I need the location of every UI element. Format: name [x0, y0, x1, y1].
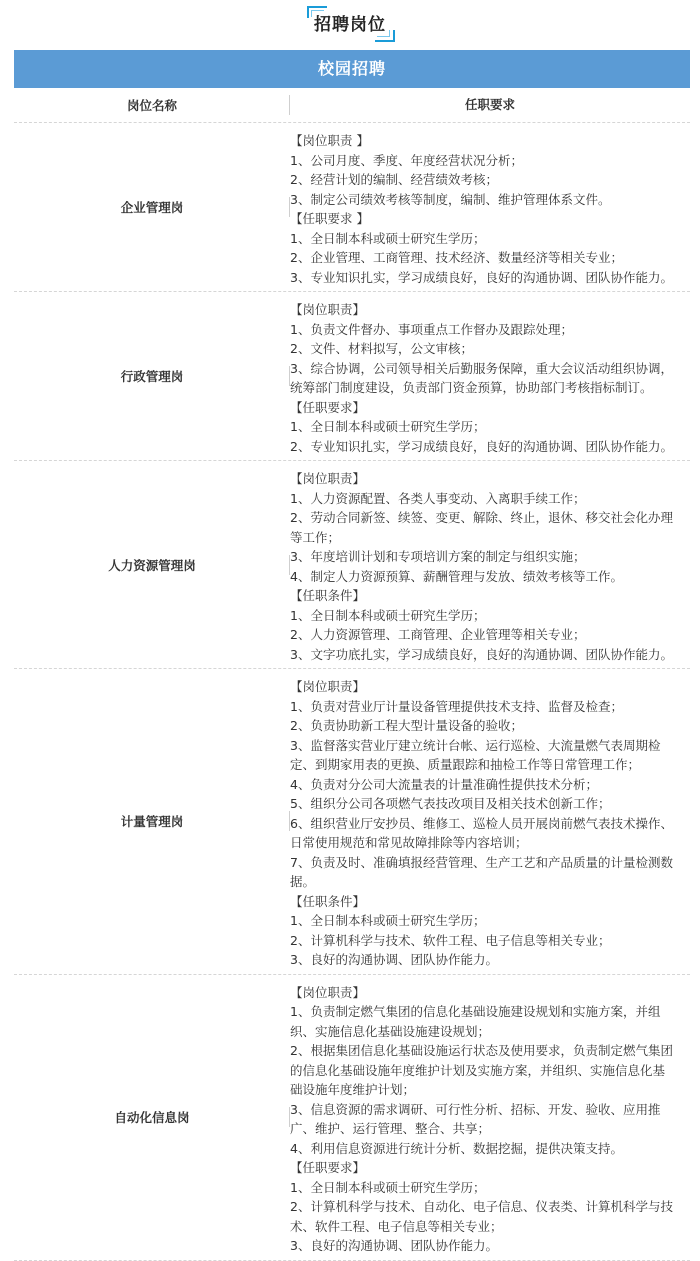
requirement-line: 础设施年度维护计划；	[290, 1082, 416, 1097]
page-title: 招聘岗位	[314, 15, 386, 35]
requirement-line: 3、信息资源的需求调研、可行性分析、招标、开发、验收、应用推	[290, 1101, 661, 1117]
requirement-line: 【岗位职责】	[290, 471, 366, 486]
requirement-line: 【任职要求】	[290, 399, 366, 415]
requirement-line: 1、负责制定燃气集团的信息化基础设施建设规划和实施方案，并组	[290, 1004, 661, 1019]
requirement-line: 3、监督落实营业厅建立统计台帐、运行巡检、大流量燃气表周期检	[290, 737, 661, 753]
requirement-line: 1、负责对营业厅计量设备管理提供技术支持、监督及检查；	[290, 698, 623, 714]
table-row	[14, 975, 690, 1261]
section-banner: 校园招聘	[14, 50, 690, 88]
requirement-line: 2、计算机科学与技术、自动化、电子信息、仪表类、计算机科学与技	[290, 1199, 673, 1214]
requirement-line: 2、企业管理、工商管理、技术经济、数量经济等相关专业；	[290, 250, 623, 265]
position-name-cell	[14, 975, 290, 1260]
column-separator	[289, 95, 290, 115]
corner-bracket-icon	[377, 30, 390, 37]
requirement-line: 定、到期家用表的更换、质量跟踪和抽检工作等日常管理工作；	[290, 757, 641, 772]
requirement-line: 3、专业知识扎实，学习成绩良好，良好的沟通协调、团队协作能力。	[290, 269, 673, 285]
header-position-label: 岗位名称	[126, 98, 177, 113]
requirement-line: 4、制定人力资源预算、薪酬管理与发放、绩效考核等工作。	[290, 568, 623, 584]
requirement-line: 4、负责对分公司大流量表的计量准确性提供技术分析；	[290, 776, 598, 792]
position-name: 计量管理岗	[120, 814, 184, 830]
requirement-line: 2、经营计划的编制、经营绩效考核；	[290, 172, 498, 187]
requirement-line: 2、计算机科学与技术、软件工程、电子信息等相关专业；	[290, 932, 611, 948]
requirement-line: 统筹部门制度建设，负责部门资金预算，协助部门考核指标制订。	[290, 380, 653, 395]
requirement-line: 术、软件工程、电子信息等相关专业；	[290, 1218, 503, 1234]
requirement-line: 3、文字功底扎实，学习成绩良好，良好的沟通协调、团队协作能力。	[290, 646, 673, 662]
requirement-line: 2、文件、材料拟写，公文审核；	[290, 341, 473, 356]
position-name-cell	[14, 123, 290, 291]
requirement-line: 1、全日制本科或硕士研究生学历；	[290, 913, 486, 928]
requirement-line: 3、良好的沟通协调、团队协作能力。	[290, 1238, 498, 1253]
requirement-line: 【任职要求】	[290, 1160, 366, 1175]
header-requirements-label: 任职要求	[464, 97, 515, 113]
requirement-line: 3、综合协调，公司领导相关后勤服务保障，重大会议活动组织协调，	[290, 360, 673, 376]
position-name: 行政管理岗	[120, 369, 184, 384]
requirement-line: 3、制定公司绩效考核等制度，编制、维护管理体系文件。	[290, 191, 611, 207]
requirement-line: 日常使用规范和常见故障排除等内容培训；	[290, 835, 528, 850]
requirements-cell	[290, 669, 690, 974]
requirement-line: 据。	[290, 874, 316, 889]
header-position-name	[14, 88, 290, 122]
requirement-line: 【任职要求 】	[290, 211, 369, 226]
requirement-line: 【任职条件】	[290, 588, 366, 603]
title-area	[0, 0, 700, 46]
requirement-line: 的信息化基础设施年度维护计划及实施方案，并组织、实施信息化基	[290, 1062, 666, 1078]
requirements-cell	[290, 461, 690, 668]
requirement-line: 1、公司月度、季度、年度经营状况分析；	[290, 152, 523, 168]
column-separator	[289, 811, 290, 831]
requirement-line: 织、实施信息化基础设施建设规划；	[290, 1023, 491, 1039]
requirement-line: 2、劳动合同新签、续签、变更、解除、终止，退休、移交社会化办理	[290, 510, 673, 525]
requirements-cell	[290, 292, 690, 460]
requirement-line: 2、专业知识扎实，学习成绩良好，良好的沟通协调、团队协作能力。	[290, 438, 673, 454]
requirement-line: 【任职条件】	[290, 893, 366, 909]
requirements-cell	[290, 123, 690, 291]
position-name-cell	[14, 461, 290, 668]
table-row	[14, 461, 690, 669]
requirement-line: 1、全日制本科或硕士研究生学历；	[290, 230, 486, 246]
table-row	[14, 669, 690, 975]
column-separator	[289, 555, 290, 575]
requirement-line: 3、年度培训计划和专项培训方案的制定与组织实施；	[290, 549, 586, 564]
requirement-line: 1、全日制本科或硕士研究生学历；	[290, 419, 486, 434]
position-name-cell	[14, 669, 290, 974]
requirement-line: 6、组织营业厅安抄员、维修工、巡检人员开展岗前燃气表技术操作、	[290, 815, 673, 831]
requirement-line: 4、利用信息资源进行统计分析、数据挖掘，提供决策支持。	[290, 1140, 623, 1156]
requirement-line: 2、人力资源管理、工商管理、企业管理等相关专业；	[290, 627, 586, 642]
requirement-line: 7、负责及时、准确填报经营管理、生产工艺和产品质量的计量检测数	[290, 854, 673, 870]
table-header-row	[14, 88, 690, 123]
requirement-line: 等工作；	[290, 529, 341, 545]
position-name: 企业管理岗	[120, 200, 184, 215]
position-name: 自动化信息岗	[114, 1110, 190, 1125]
requirement-line: 1、负责文件督办、事项重点工作督办及跟踪处理；	[290, 321, 573, 337]
positions-table	[14, 88, 690, 1261]
requirement-line: 1、全日制本科或硕士研究生学历；	[290, 1179, 486, 1195]
requirement-line: 【岗位职责 】	[290, 133, 369, 148]
requirement-line: 3、良好的沟通协调、团队协作能力。	[290, 952, 498, 967]
position-name-cell	[14, 292, 290, 460]
table-row	[14, 123, 690, 292]
requirement-line: 2、根据集团信息化基础设施运行状态及使用要求，负责制定燃气集团	[290, 1043, 673, 1058]
table-row	[14, 292, 690, 461]
requirement-line: 【岗位职责】	[290, 302, 366, 317]
requirement-line: 【岗位职责】	[290, 679, 366, 694]
position-name: 人力资源管理岗	[108, 557, 196, 573]
column-separator	[289, 1107, 290, 1127]
table-body	[14, 123, 690, 1261]
requirement-line: 1、人力资源配置、各类人事变动、入离职手续工作；	[290, 490, 586, 506]
requirement-line: 1、全日制本科或硕士研究生学历；	[290, 607, 486, 623]
requirement-line: 广、维护、运行管理、整合、共享；	[290, 1121, 491, 1136]
requirement-line: 5、组织分公司各项燃气表技改项目及相关技术创新工作；	[290, 796, 611, 811]
header-requirements	[290, 88, 690, 122]
requirement-line: 2、负责协助新工程大型计量设备的验收；	[290, 718, 523, 733]
column-separator	[289, 366, 290, 386]
requirement-line: 【岗位职责】	[290, 984, 366, 1000]
column-separator	[289, 197, 290, 217]
requirements-cell	[290, 975, 690, 1260]
